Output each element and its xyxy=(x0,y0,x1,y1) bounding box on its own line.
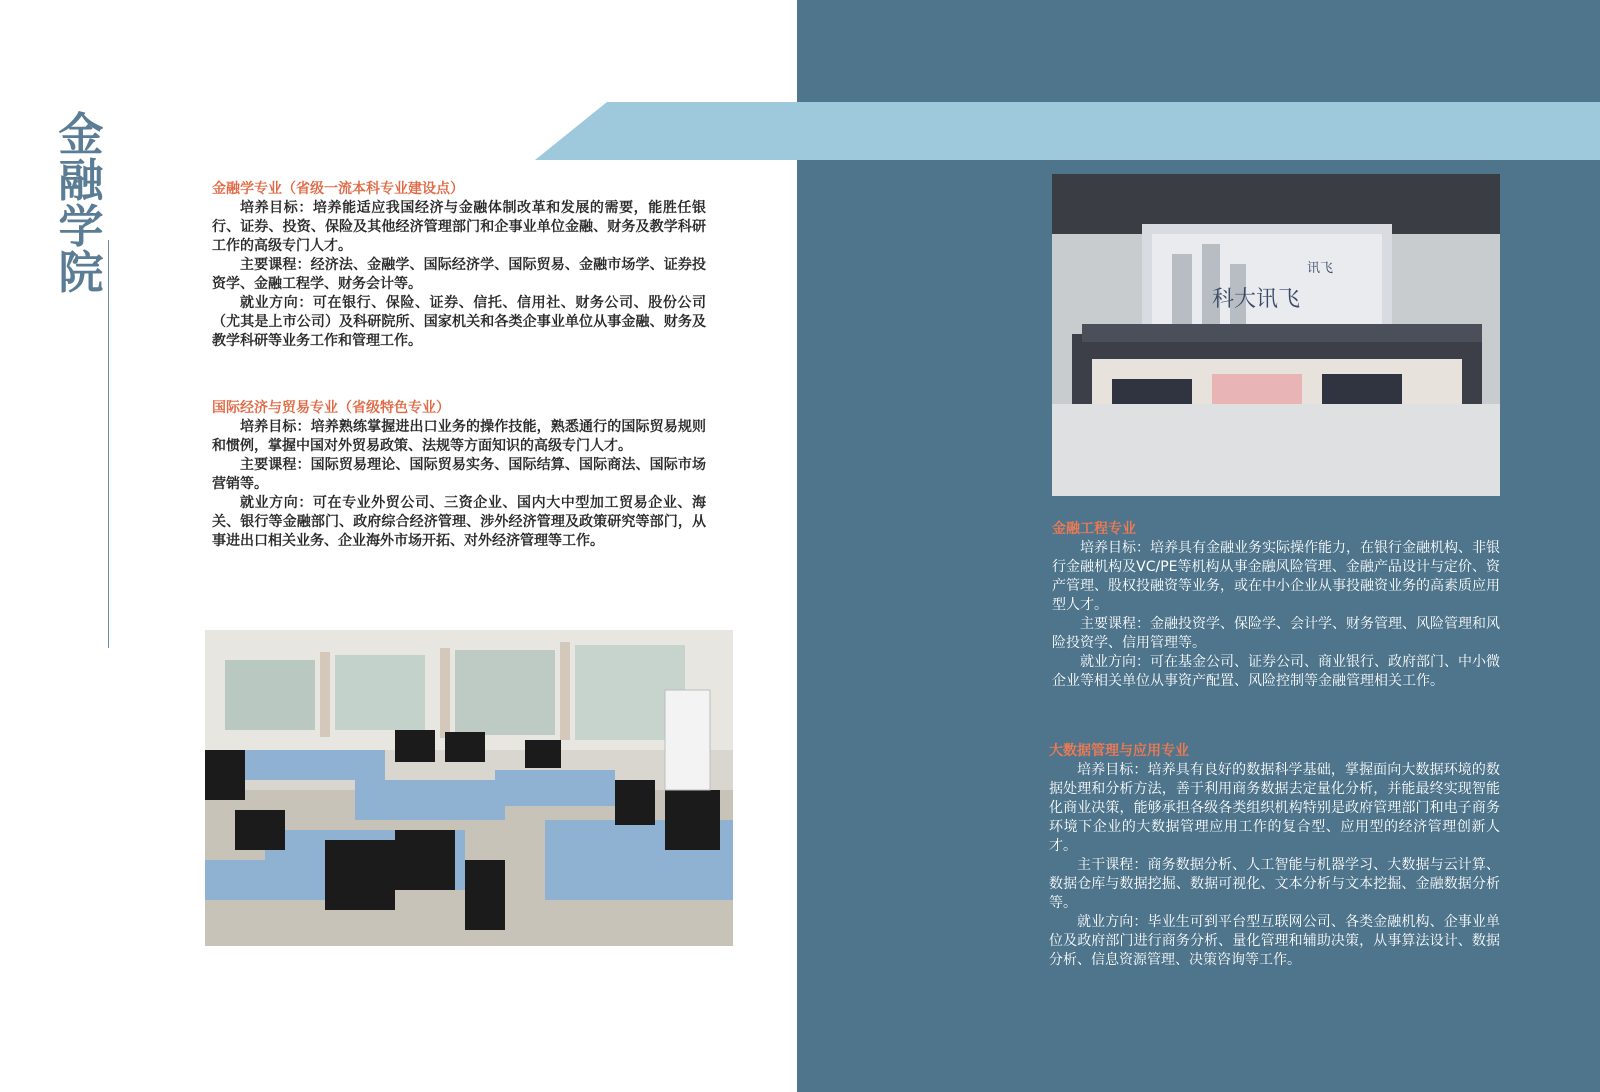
section-big-data xyxy=(1049,742,1500,970)
section-paragraph: 就业方向：毕业生可到平台型互联网公司、各类金融机构、企事业单位及政府部门进行商务分析、量化管理和辅助决策，从事算法设计、数据分析、信息资源管理、决策咨询等工作。 xyxy=(1049,914,1500,968)
section-paragraph: 主要课程：经济法、金融学、国际经济学、国际贸易、金融市场学、证券投资学、金融工程学、财务会计等。 xyxy=(212,257,706,292)
section-title: 大数据管理与应用专业 xyxy=(1049,743,1189,759)
section-paragraph: 培养目标：培养具有金融业务实际操作能力，在银行金融机构、非银行金融机构及VC/PE等机构从事金融风险管理、金融产品设计与定价、资产管理、股权投融资等业务，或在中小企业从事投融资业务的高素质应用型人才。 xyxy=(1052,540,1500,613)
college-title-char: 院 xyxy=(58,246,104,299)
section-finance xyxy=(212,180,706,351)
section-financial-engineering xyxy=(1052,520,1500,691)
section-title: 国际经济与贸易专业（省级特色专业） xyxy=(212,400,450,416)
college-title xyxy=(56,108,106,299)
section-paragraph: 主要课程：金融投资学、保险学、会计学、财务管理、风险管理和风险投资学、信用管理等。 xyxy=(1052,616,1500,651)
section-title: 金融工程专业 xyxy=(1052,521,1136,537)
college-title-char: 金 xyxy=(58,108,104,161)
section-paragraph: 就业方向：可在银行、保险、证券、信托、信用社、财务公司、股份公司（尤其是上市公司）及科研院所、国家机关和各类企事业单位从事金融、财务及教学科研等业务工作和管理工作。 xyxy=(212,295,706,349)
college-title-char: 学 xyxy=(58,200,104,253)
section-paragraph: 主要课程：国际贸易理论、国际贸易实务、国际结算、国际商法、国际市场营销等。 xyxy=(212,457,706,492)
section-paragraph: 培养目标：培养熟练掌握进出口业务的操作技能，熟悉通行的国际贸易规则和惯例，掌握中国对外贸易政策、法规等方面知识的高级专门人才。 xyxy=(212,419,706,454)
section-paragraph: 培养目标：培养具有良好的数据科学基础，掌握面向大数据环境的数据处理和分析方法，善于利用商务数据去定量化分析，并能最终实现智能化商业决策，能够承担各级各类组织机构特别是政府管理部门和电子商务环境下企业的大数据管理应用工作的复合型、应用型的经济管理创新人才。 xyxy=(1049,762,1500,854)
section-title: 金融学专业（省级一流本科专业建设点） xyxy=(212,181,464,197)
section-paragraph: 主干课程：商务数据分析、人工智能与机器学习、大数据与云计算、数据仓库与数据挖掘、数据可视化、文本分析与文本挖掘、金融数据分析等。 xyxy=(1049,857,1500,911)
group-photo-wall-text: 科大讯飞 xyxy=(1212,287,1301,312)
section-paragraph: 就业方向：可在基金公司、证券公司、商业银行、政府部门、中小微企业等相关单位从事资产配置、风险控制等金融管理相关工作。 xyxy=(1052,654,1500,689)
computer-lab-photo xyxy=(205,630,733,946)
college-title-char: 融 xyxy=(58,154,104,207)
section-trade xyxy=(212,399,706,551)
decorative-band xyxy=(535,102,1600,160)
section-paragraph: 培养目标：培养能适应我国经济与金融体制改革和发展的需要，能胜任银行、证券、投资、保险及其他经济管理部门和企事业单位金融、财务及教学科研工作的高级专门人才。 xyxy=(212,200,706,254)
section-paragraph: 就业方向：可在专业外贸公司、三资企业、国内大中型加工贸易企业、海关、银行等金融部门、政府综合经济管理、涉外经济管理及政策研究等部门，从事进出口相关业务、企业海外市场开拓、对外经济管理等工作。 xyxy=(212,495,706,549)
group-photo-logo: 讯飞 xyxy=(1307,261,1334,276)
vertical-divider xyxy=(108,240,109,648)
group-photo-illustration xyxy=(1052,174,1500,496)
computer-lab-illustration xyxy=(205,630,733,946)
group-photo xyxy=(1052,174,1500,496)
